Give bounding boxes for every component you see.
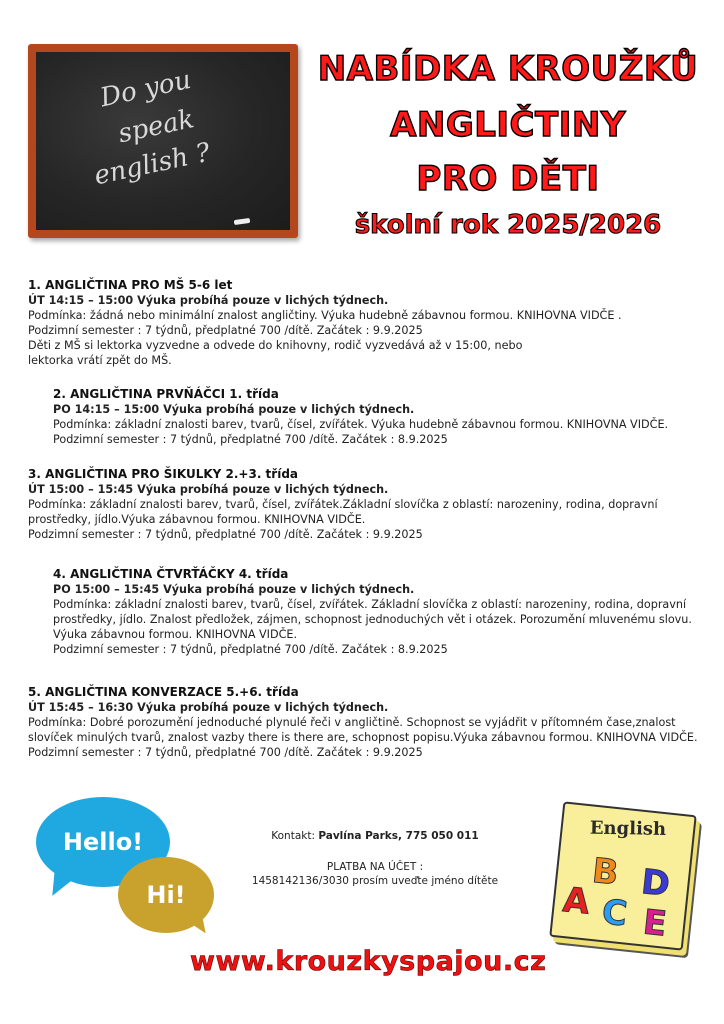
section-line: Podmínka: Dobré porozumění jednoduché plynulé řeči v angličtině. Schopnost se vyjádřit v přítomném čase,znalost bbox=[28, 716, 676, 729]
section-line: slovíček minulých tvarů, znalost vazby there is there are, schopnost popisu.Výuka zábavnou formou. KNIHOVNA VIDČE. bbox=[28, 731, 698, 744]
title-line-3: PRO DĚTI bbox=[416, 159, 600, 199]
title-line-2: ANGLIČTINY bbox=[390, 105, 626, 145]
title-line-1: NABÍDKA KROUŽKŮ bbox=[317, 49, 699, 89]
payment-text: 1458142136/3030 prosím uveďte jméno dítěte bbox=[251, 875, 499, 887]
school-year: školní rok 2025/2026 bbox=[354, 210, 662, 240]
section-line: Podzimní semester : 7 týdnů, předplatné 700 /dítě. Začátek : 8.9.2025 bbox=[53, 643, 448, 656]
section-4 bbox=[53, 567, 713, 657]
section-5 bbox=[28, 685, 713, 760]
hello-text: Hello! bbox=[62, 828, 144, 856]
section-heading: 4. ANGLIČTINA ČTVRŤÁČKY 4. třída bbox=[53, 567, 289, 581]
book-title: English bbox=[589, 817, 667, 840]
contact-line bbox=[230, 829, 520, 843]
section-heading: 2. ANGLIČTINA PRVŇÁČCI 1. třída bbox=[53, 387, 279, 401]
section-line: lektorka vrátí zpět do MŠ. bbox=[28, 354, 172, 367]
section-line: Podzimní semester : 7 týdnů, předplatné 700 /dítě. Začátek : 9.9.2025 bbox=[28, 528, 423, 541]
section-heading: 1. ANGLIČTINA PRO MŠ 5-6 let bbox=[28, 278, 233, 292]
book-letter-d: D bbox=[639, 862, 672, 905]
section-time: PO 15:00 – 15:45 Výuka probíhá pouze v lichých týdnech. bbox=[53, 583, 415, 596]
section-line: Podmínka: základní znalosti barev, tvarů, čísel, zvířátek. Výuka hudebně zábavnou formou. KNIHOVNA VIDČE. bbox=[53, 418, 669, 431]
section-heading: 3. ANGLIČTINA PRO ŠIKULKY 2.+3. třída bbox=[28, 467, 299, 481]
section-3 bbox=[28, 467, 708, 542]
chalkboard-image bbox=[28, 44, 298, 238]
chalk-line-2: speak bbox=[115, 104, 197, 150]
contact-label: Kontakt: bbox=[271, 830, 319, 842]
section-line: Podzimní semester : 7 týdnů, předplatné 700 /dítě. Začátek : 9.9.2025 bbox=[28, 746, 423, 759]
contact-name: Pavlína Parks, 775 050 011 bbox=[318, 830, 479, 842]
chalk-line-3: english ? bbox=[91, 137, 213, 192]
section-time: ÚT 15:45 – 16:30 Výuka probíhá pouze v lichých týdnech. bbox=[28, 701, 389, 714]
section-line: Podmínka: základní znalosti barev, tvarů, čísel, zvířátek. Základní slovíčka z oblastí: narozeniny, rodina, dopravní bbox=[53, 598, 687, 611]
book-letter-e: E bbox=[641, 902, 669, 945]
book-letter-c: C bbox=[600, 892, 630, 935]
chalk-line-1: Do you bbox=[97, 64, 194, 114]
section-2 bbox=[53, 387, 713, 447]
english-book-image bbox=[549, 801, 696, 950]
section-line: Podmínka: základní znalosti barev, tvarů, čísel, zvířátek.Základní slovíčka z oblastí: narozeniny, rodina, dopravní bbox=[28, 498, 658, 511]
payment-label: PLATBA NA ÚČET : bbox=[326, 861, 424, 873]
website-url[interactable]: www.krouzkyspajou.cz bbox=[190, 946, 547, 977]
section-1 bbox=[28, 278, 708, 368]
section-line: Výuka zábavnou formou. KNIHOVNA VIDČE. bbox=[53, 628, 298, 641]
section-line: Děti z MŠ si lektorka vyzvedne a odvede do knihovny, rodič vyzvedává až v 15:00, nebo bbox=[28, 339, 523, 352]
section-line: Podzimní semester : 7 týdnů, předplatné 700 /dítě. Začátek : 8.9.2025 bbox=[53, 433, 448, 446]
book-letter-a: A bbox=[561, 879, 592, 923]
hi-text: Hi! bbox=[146, 881, 186, 909]
section-heading: 5. ANGLIČTINA KONVERZACE 5.+6. třída bbox=[28, 685, 299, 699]
section-time: ÚT 14:15 – 15:00 Výuka probíhá pouze v lichých týdnech. bbox=[28, 294, 389, 307]
section-line: prostředky, jídlo.Výuka zábavnou formou. KNIHOVNA VIDČE. bbox=[28, 513, 366, 526]
chalkboard-surface bbox=[36, 52, 290, 230]
section-time: PO 14:15 – 15:00 Výuka probíhá pouze v lichých týdnech. bbox=[53, 403, 415, 416]
section-line: Podmínka: žádná nebo minimální znalost angličtiny. Výuka hudebně zábavnou formou. KNIHOVNA VIDČE . bbox=[28, 309, 622, 322]
book-letter-b: B bbox=[590, 850, 621, 894]
section-line: prostředky, jídlo. Znalost předložek, zájmen, schopnost jednoduchých vět i otázek. Porozumění mluvenému slovu. bbox=[53, 613, 692, 626]
section-time: ÚT 15:00 – 15:45 Výuka probíhá pouze v lichých týdnech. bbox=[28, 483, 389, 496]
section-line: Podzimní semester : 7 týdnů, předplatné 700 /dítě. Začátek : 9.9.2025 bbox=[28, 324, 423, 337]
chalk-piece bbox=[234, 218, 251, 225]
